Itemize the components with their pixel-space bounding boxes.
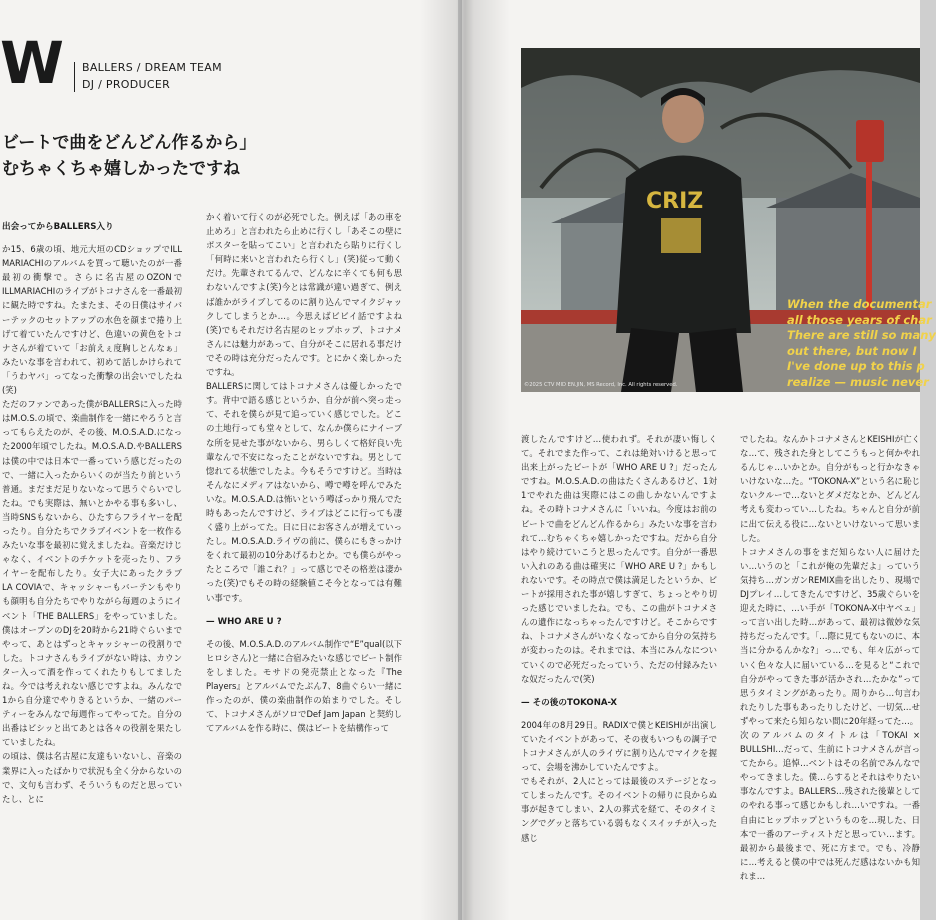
caption-line: There are still so many <box>787 328 936 342</box>
body-paragraph: でもそれが、2人にとっては最後のステージとなってしまったんです。そのイベントの帰りに良からぬ事が起きてしまい、2人の葬式を経て、そのタイミングでグッと落ちている弱もなくスイッチが入った感じ <box>521 776 717 843</box>
body-paragraph: ただのファンであった僕がBALLERSに入った時はM.O.S.の頃で、楽曲制作を一緒にやろうと言ってもらえたのが、その後、M.O.S.A.D.になった2000年頃でしたね。M.O.S.A.D.やBALLERSは僕の中では日本で一番っていう感じだったので、一緒に入ったからいくのが当たり前という普通。まだまだ足りないなって思うぐらいでしたね。でも実際は、無いとかやる事も多いし、当時SNSもないから、ひたすらフライヤーを配ったり。自分たちでクラブイベントを一枚作るみたいな事を最初に覚えましたね。音楽だけじゃなく、イベントのチケットを売ったり、フライヤーを配布したり。女子大にあったクラブ LA COVIAで、キャッシャーもバーテンもやりも顔明も自分たちでやりながら毎週のようにイベント「THE BALLERS」をやっていました。僕はオープンのDJを20時から21時ぐらいまでやって、あとはずっとキャッシャーの役割りでした。トコナさんもライブがない時は、カウンター入って酒を作ってくれたりもしてましたね。今では考えれない感じですよね。みんなで1から自分達でやりきるというか、一緒のパーティーをみんなで毎週作ってやってた。自分の出番はビシッと出てあとは各々の役割を果たしていましたね。 <box>2 399 182 748</box>
caption-line: all those years of char <box>787 312 932 327</box>
big-letter: W <box>0 29 60 97</box>
headline-line-1: ビートで曲をどんどん作るから」 <box>2 133 257 153</box>
caption-line: realize — music never <box>787 374 929 389</box>
section-heading: 出会ってからBALLERS入り <box>2 222 114 232</box>
body-paragraph: BALLERSに関してはトコナメさんは優しかったです。背中で語る感じというか、自分が前へ突っ走って、それを僕らが見て追っていく感じでした。どこの土地行っても堂々として、なんか僕らにナイーブな所を見せた事がないから、男らしくて格好良い先輩なんで不安になったことがないですね。男として惚れてる状態でしたよ。今もそうですけど。当時はそんなにメディアはないから、噂で噂を呼んでみたいな。M.O.S.A.D.は怖いという噂ばっかり飛んでた時もあったんですけど、ライブはどこに行っても凄く盛り上がってた。日に日にお客さんが増えていったし。M.O.S.A.D.ライヴの前に、僕らにもきっかけをくれて最初の10分あげるわとか。でも僕らがやったところで「誰これ？」って感じでその格差は凄かった(笑)でもその時の経験値こそ今となっては有難い事です。 <box>206 381 402 603</box>
photo-credit: ©2025 CTV MID EN.JIN, MS Record, Inc. All rights reserved. <box>524 382 678 388</box>
body-paragraph: その後、M.O.S.A.D.のアルバム制作で“E”qual(以下 ヒロシさん)と一緒に合宿みたいな感じでビート制作をしました。モサドの発売禁止となった『The Players』とアルバムでたぶん7、8曲ぐらい一緒に作ったのが、僕の楽曲制作の始まりでした。そして、トコナメさんがソロでDef Jam Japan と契約してアルバムを作る時に、僕はビートを結構作って <box>206 638 402 734</box>
text-column-1 <box>2 210 182 806</box>
body-paragraph: の頃は、僕は名古屋に友達もいないし、音楽の業界に入ったばかりで状況も全く分からないので、文句も言わず、そういうものだと思っていたし、とに <box>2 751 182 804</box>
left-page <box>0 0 458 920</box>
photo-caption <box>787 297 936 390</box>
headline <box>2 130 256 182</box>
body-paragraph: 渡したんですけど…使われず。それが凄い悔しくて。それでまた作って、これは絶対いけると思って出来上がったビートが「WHO ARE U ?」だったんですね。M.O.S.A.D.の曲はたくさんあるけど、1対1でやれた曲は実際にはこの曲しかないんですよね。その時トコナメさんに「いいね。今度はお前のビートで曲をどんどん作るから」みたいな事を言われて…むちゃくちゃ嬉しかったですね。だから自分はやり続けていこうと思ったんです。自分が一番思い入れのある曲は確実に「WHO ARE U ?」かもしれないです。その時点で僕は満足したというか、ビートが採用された事が嬉しすぎて、ちょっとやり切った感じでいましたね。でも、この曲がトコナメさんの遺作になっちゃったんですけど。そこからですね、トコナメさんがいなくなってから自分の気持ちが変わったのは。それまでは、本当にみんなについていくので必死だったっていう、ただの付録みたいな奴だったんで(笑) <box>521 434 717 684</box>
section-heading: — その後のTOKONA-X <box>521 697 618 708</box>
text-column-4 <box>740 432 920 883</box>
body-paragraph: でしたね。なんかトコナメさんとKEISHIが亡くな…て、残された身としてこうもっと何かやれるんじゃ…いかとか。自分がもっと行かなきゃいけないな…た。“TOKONA-X”という名に恥じないクルーで…ないとダメだなとか、どんどん考えも変わってい…したね。ちゃんと自分が前に出て伝える役に…ないといけないって思いました。 <box>740 434 920 543</box>
caption-line: out there, but now I <box>787 343 917 358</box>
tag-line-job: DJ / PRODUCER <box>82 78 171 91</box>
body-paragraph: 次のアルバムのタイトルは「TOKAI × BULLSHI…だって、生前にトコナメさんが言ってたから。追悼…ベントはその名前でみんなでやってきました。僕…らするとそれはやりたい事なんですよ。BALLERS…残された後輩としてのやれる事って感じかもしれ…いですね。一番自由にヒップホップというものを…現した、日本で一番のアーティストだと思ってい…ます。最初から最後まで、死に方まで。でも、冷静に…考えると僕の中では死んだ感はないかも知れま… <box>740 729 920 881</box>
body-paragraph: かく着いて行くのが必死でした。例えば「あの車を止めろ」と言われたら止めに行くし「あそこの壁にポスターを貼ってこい」と言われたら貼りに行くし「何時に来いと言われたら行くし」(笑)従って動くだけ。先輩されてるんで、どんなに辛くても何も思わないんですよ(笑)今とは常識が違い過ぎて、例えば誰かがライブしてるのに割り込んでマイクジャックしてしまうとか…。今思えばビビイ話ですよね(笑)でもそれだけ名古屋のヒップホップ、トコナメさんには魅力があって、自分がそこに居れる事だけでその時は充分だったんです。とにかく楽しかったですね。 <box>206 212 402 378</box>
section-heading: — WHO ARE U ? <box>206 616 282 627</box>
svg-text:CRIZ: CRIZ <box>646 189 704 214</box>
body-paragraph: 2004年の8月29日。RADIXで僕とKEISHIが出演していたイベントがあって、その夜もいつもの調子でトコナメさんが人のライヴに割り込んでマイクを握って、会場を沸かしていたんですよ。 <box>521 719 717 773</box>
text-column-2 <box>206 210 402 735</box>
headline-line-2: むちゃくちゃ嬉しかったですね <box>2 159 240 179</box>
text-column-3 <box>521 432 717 845</box>
tag-line-role: BALLERS / DREAM TEAM <box>82 61 222 74</box>
caption-line: I've done up to this p <box>787 359 925 373</box>
caption-line: When the documentar <box>787 297 932 311</box>
body-paragraph: トコナメさんの事をまだ知らない人に届けたい…いうのと「これが俺の先輩だよ」っていう気持ち…ガンガンREMIX曲を出したり、現場でDJプレイ…してきたんですけど、35歳ぐらいを迎えた時に、…い手が「TOKONA-X中ヤベェ」って言い出した時…があって、最初は微妙な気持ちだったんです。「…際に見てもないのに、本当に分かるんかな?」っ…でも、年々広がっていく色々な人に届いている…を見ると“これで自分がやってきた事が活かされ…たかな”って思うタイミングがあったり。周りから…句言われたりした事もあったりしたけど、一切気…せずやって来たら知らない間に20年経ってた…。 <box>740 546 920 726</box>
portrait-photo <box>521 48 936 392</box>
tag-divider <box>74 62 75 92</box>
body-paragraph: か15、6歳の頃、地元大垣のCDショップでILL MARIACHIのアルバムを買って聴いたのが一番最初の衝撃で。さらに名古屋のOZONでILLMARIACHIのライブがトコナさんを一番最初に観た時ですね。たまたま、その日僕はサイバーテックのセットアップの水色を顔まで捲り上げて着ていたんですけど、色違いの黄色をトコナさんが着ていて「お前えぇ度胸しとんなぁ」みたいな事を言われて、初めて話しかけられて「うわヤバ」ってなった衝撃の出会いでしたね(笑) <box>2 244 182 396</box>
